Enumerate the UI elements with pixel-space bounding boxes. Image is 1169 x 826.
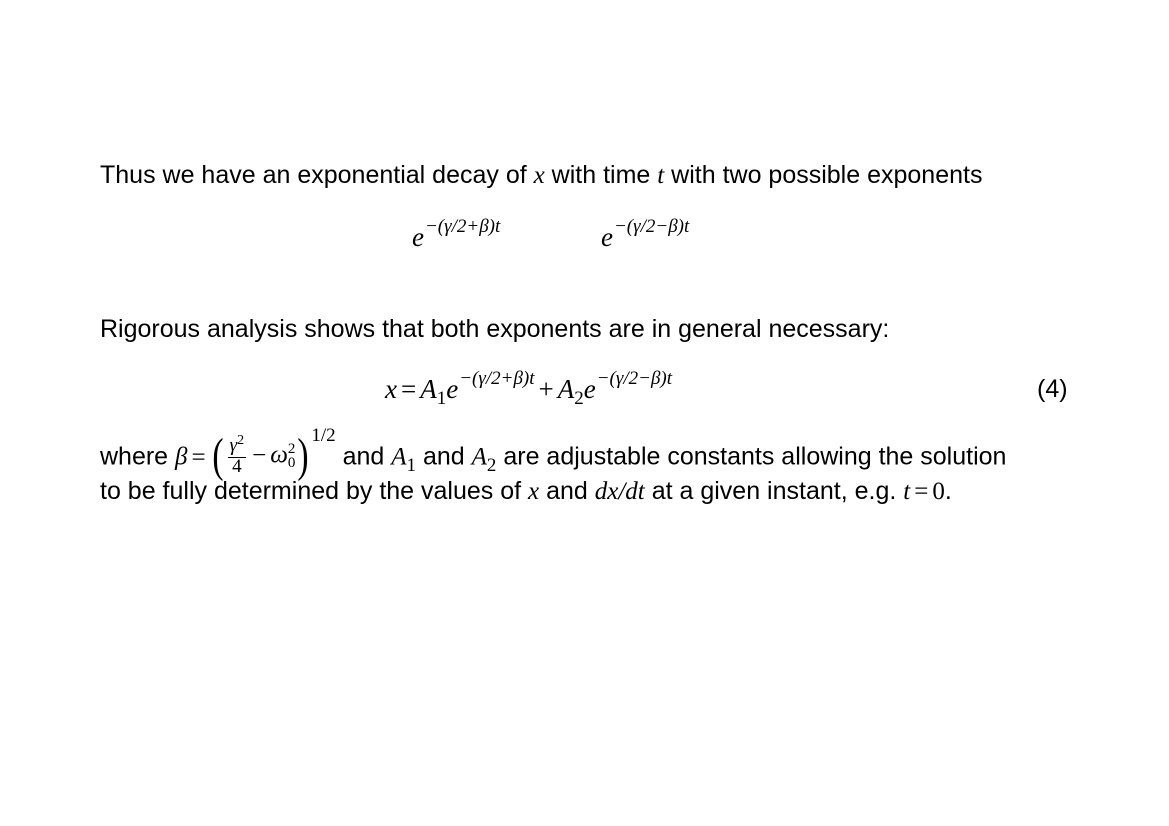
- math-A: A: [391, 443, 407, 471]
- math-x: x: [533, 162, 545, 189]
- subscript: 1: [406, 454, 417, 476]
- exponent-half: 1/2: [311, 424, 336, 446]
- numerator: [228, 432, 247, 458]
- paragraph-beta-definition: [100, 424, 1007, 482]
- text: and: [335, 442, 392, 471]
- text: Thus we have an exponential decay of: [100, 161, 534, 189]
- text: at a given instant, e.g.: [644, 477, 904, 505]
- base-e: e: [412, 222, 424, 252]
- equals: =: [914, 478, 929, 505]
- superscript: 2: [287, 441, 296, 457]
- subscript: 2: [574, 388, 584, 409]
- math-A: A: [420, 374, 437, 404]
- math-beta: β: [175, 443, 188, 471]
- math-dxdt: dx/dt: [594, 478, 645, 505]
- base-e: e: [601, 222, 613, 252]
- plus: +: [538, 374, 554, 404]
- beta-expression: [210, 429, 312, 482]
- text: where: [100, 442, 176, 471]
- subscript: 0: [287, 455, 296, 471]
- math-x: x: [385, 374, 397, 404]
- text: with two possible exponents: [664, 161, 983, 189]
- subscript: 1: [436, 388, 447, 409]
- math-t: t: [903, 478, 911, 505]
- right-paren: ): [297, 429, 309, 482]
- math-zero: 0: [932, 478, 945, 505]
- text: and: [416, 442, 472, 471]
- denominator: 4: [232, 455, 242, 477]
- exponent: −(γ/2+β)t: [459, 368, 535, 389]
- base-e: e: [583, 374, 596, 404]
- exponent-minus: [601, 216, 690, 256]
- equals: =: [400, 374, 417, 404]
- math-x: x: [528, 478, 540, 505]
- power: 2: [237, 432, 245, 448]
- text: are adjustable constants allowing the solution: [496, 442, 1007, 471]
- fraction: [228, 432, 247, 477]
- math-A: A: [471, 443, 487, 471]
- left-paren: (: [212, 429, 224, 482]
- math-A: A: [557, 374, 575, 404]
- text: with time: [544, 161, 658, 189]
- minus: −: [252, 441, 267, 469]
- exponent: −(γ/2−β)t: [596, 368, 673, 389]
- equation-number: (4): [1037, 375, 1068, 403]
- omega-scripts: [288, 442, 296, 470]
- paragraph-exponential-decay: [100, 160, 982, 191]
- exponent: −(γ/2−β)t: [613, 216, 690, 237]
- text: .: [944, 477, 952, 505]
- math-t: t: [657, 162, 665, 189]
- exponent-plus: [412, 216, 501, 256]
- paragraph-initial-conditions: [100, 476, 952, 507]
- subscript: 2: [486, 454, 497, 476]
- gamma: γ: [229, 434, 238, 456]
- base-e: e: [446, 374, 459, 404]
- text: to be fully determined by the values of: [100, 477, 529, 505]
- math-omega: ω: [270, 441, 288, 469]
- text: Rigorous analysis shows that both exponents are in general necessary:: [100, 315, 890, 343]
- equation-4: [385, 368, 673, 409]
- equals: =: [191, 443, 206, 471]
- paragraph-rigorous-analysis: [100, 314, 889, 344]
- text: and: [539, 477, 595, 505]
- exponent: −(γ/2+β)t: [424, 216, 501, 237]
